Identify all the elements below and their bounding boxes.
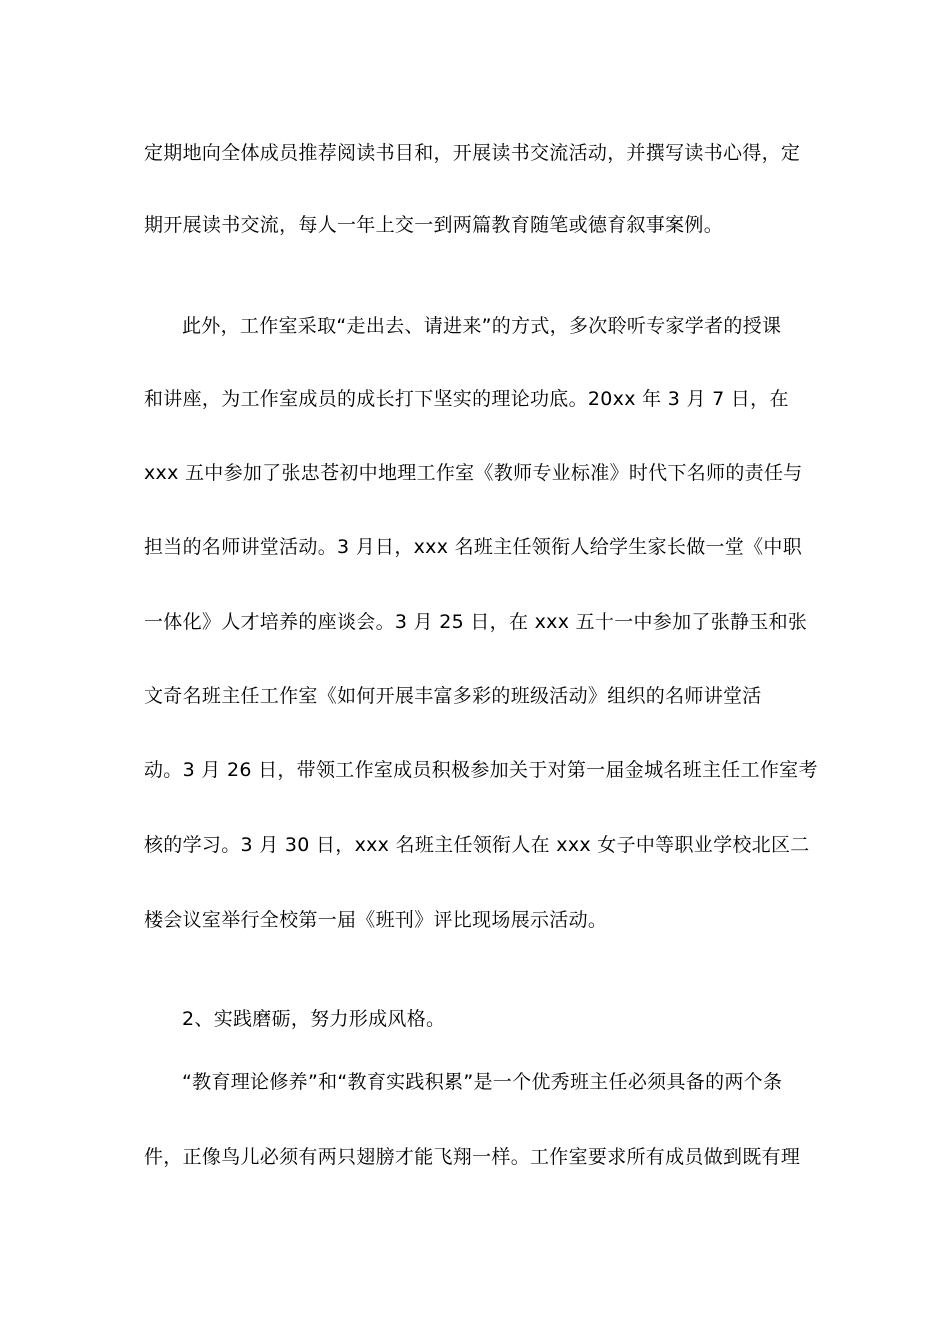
paragraph-line: 和讲座，为工作室成员的成长打下坚实的理论功底。20xx 年 3 月 7 日，在 xyxy=(144,388,789,410)
paragraph-line: “教育理论修养”和“教育实践积累”是一个优秀班主任必须具备的两个条 xyxy=(182,1071,783,1093)
paragraph-line: 定期地向全体成员推荐阅读书目和，开展读书交流活动，并撰写读书心得，定 xyxy=(144,142,801,164)
paragraph-line: 期开展读书交流，每人一年上交一到两篇教育随笔或德育叙事案例。 xyxy=(144,214,724,236)
paragraph-line: 一体化》人才培养的座谈会。3 月 25 日，在 xxx 五十一中参加了张静玉和张 xyxy=(144,611,808,633)
paragraph-line: 文奇名班主任工作室《如何开展丰富多彩的班级活动》组织的名师讲堂活 xyxy=(144,685,762,707)
paragraph-line: xxx 五中参加了张忠苍初中地理工作室《教师专业标准》时代下名师的责任与 xyxy=(144,462,803,484)
paragraph-line: 动。3 月 26 日，带领工作室成员积极参加关于对第一届金城名班主任工作室考 xyxy=(144,759,818,781)
paragraph-line: 核的学习。3 月 30 日，xxx 名班主任领衔人在 xxx 女子中等职业学校北区二 xyxy=(144,834,810,856)
paragraph-line: 此外，工作室采取“走出去、请进来”的方式，多次聆听专家学者的授课 xyxy=(182,315,782,337)
section-heading: 2、实践磨砺，努力形成风格。 xyxy=(182,1008,446,1030)
paragraph-line: 件，正像鸟儿必须有两只翅膀才能飞翔一样。工作室要求所有成员做到既有理 xyxy=(144,1146,801,1168)
paragraph-line: 担当的名师讲堂活动。3 月日，xxx 名班主任领衔人给学生家长做一堂《中职 xyxy=(144,536,803,558)
paragraph-line: 楼会议室举行全校第一届《班刊》评比现场展示活动。 xyxy=(144,909,608,931)
